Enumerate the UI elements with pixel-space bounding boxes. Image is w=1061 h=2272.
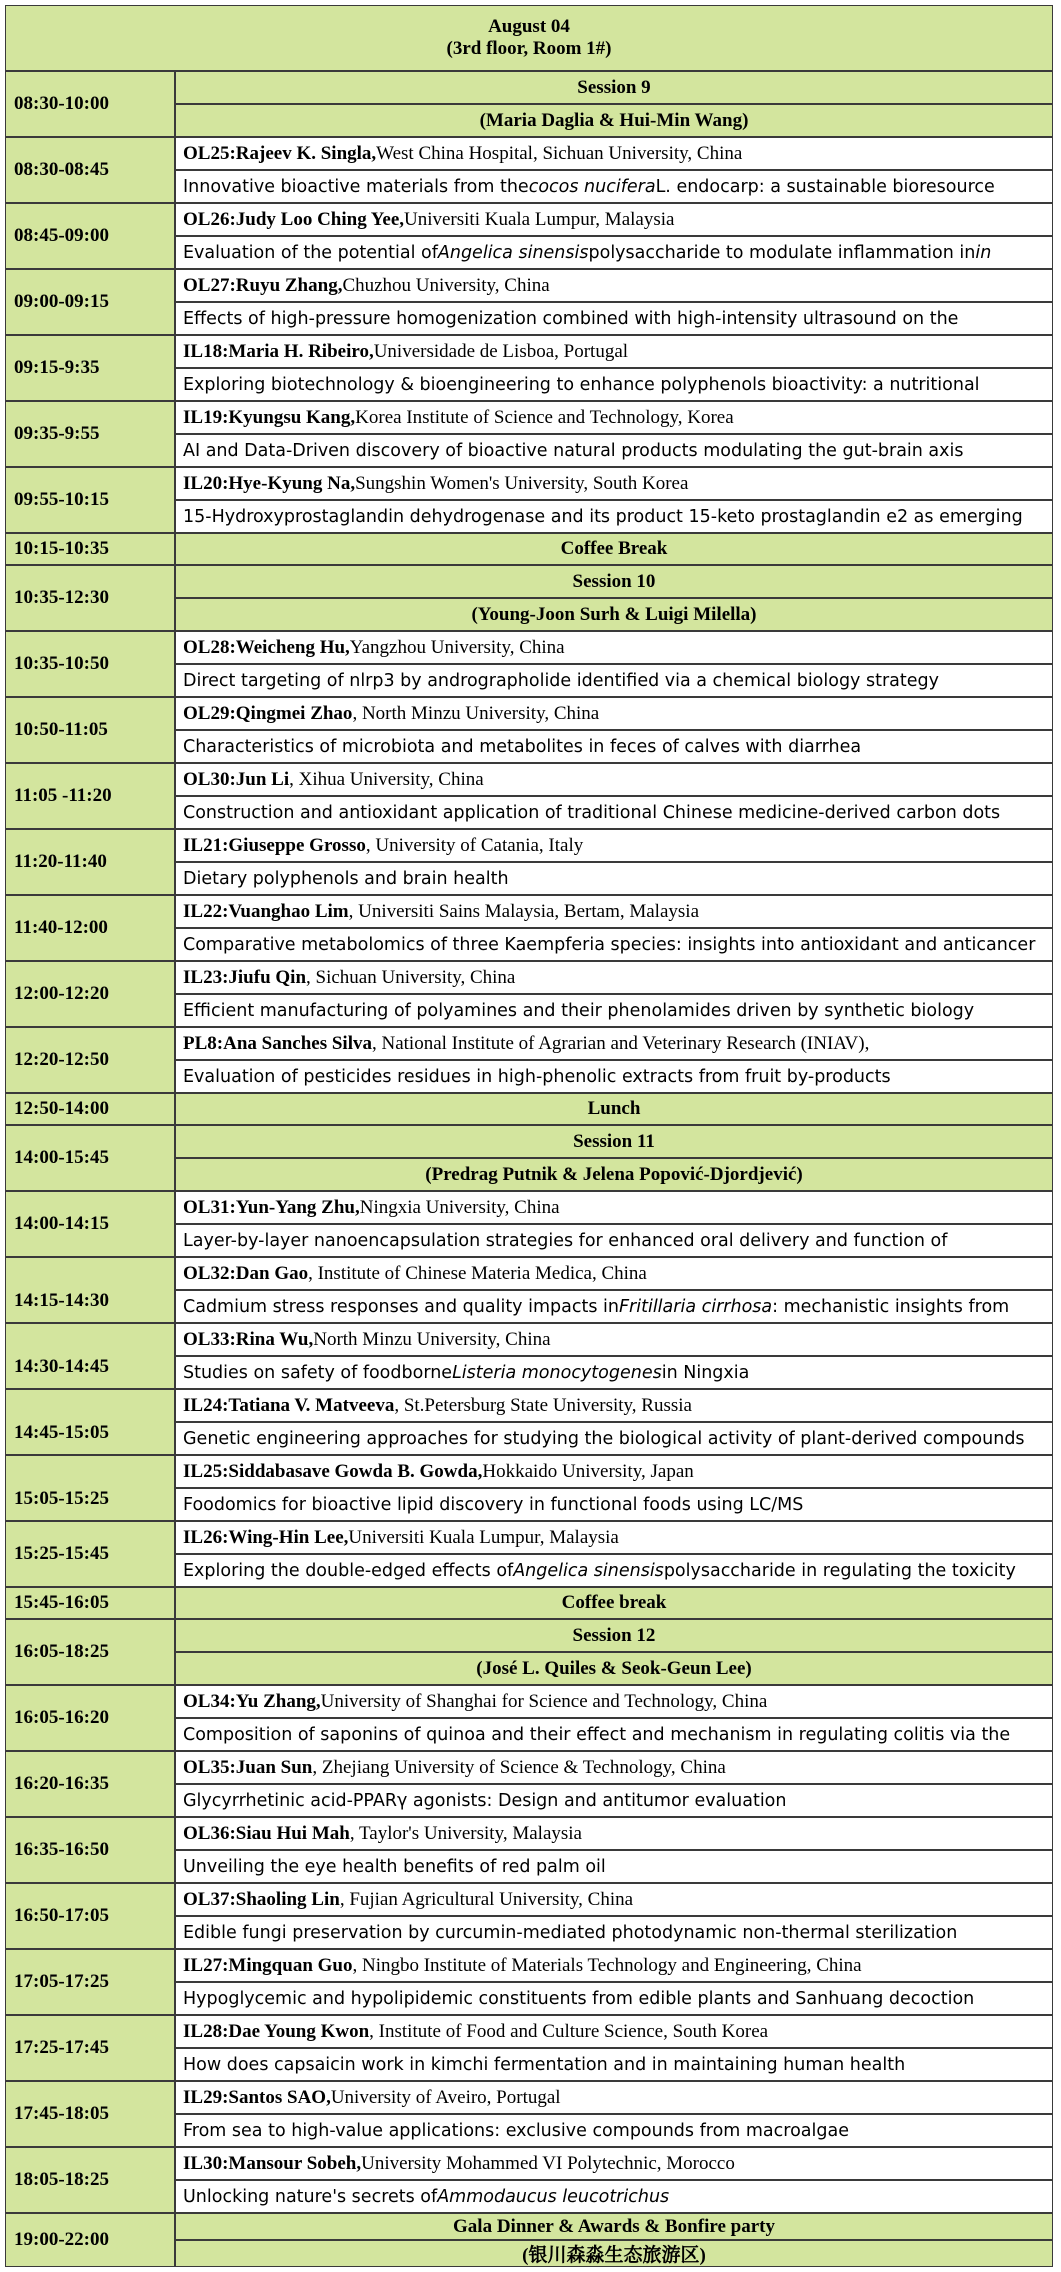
talk-title-text: Genetic engineering approaches for studying the biological activity of plant-derived compounds [183, 1428, 1025, 1449]
session-time-text: 10:35-12:30 [14, 587, 109, 608]
talk-speaker-line [175, 1455, 1053, 1488]
talk-time [5, 1685, 175, 1751]
session-chairs-text: (José L. Quiles & Seok-Geun Lee) [476, 1657, 752, 1679]
speaker-name: Yu Zhang, [235, 1690, 321, 1712]
break-time [5, 1587, 175, 1619]
break-label-text: Coffee Break [560, 538, 668, 559]
talk-code: IL19: [183, 406, 229, 428]
talk-title-text: How does capsaicin work in kimchi fermentation and in maintaining human health [183, 2054, 906, 2075]
talk-code: OL34: [183, 1690, 236, 1712]
talk-title-text: Efficient manufacturing of polyamines and their phenolamides driven by synthetic biology [183, 1000, 975, 1021]
session-chairs [175, 1158, 1053, 1191]
speaker-name: Jiufu Qin [228, 966, 307, 988]
speaker-name: Yun-Yang Zhu, [235, 1196, 360, 1218]
session-time [5, 1619, 175, 1685]
talk-title-line [175, 2114, 1053, 2147]
speaker-name: Kyungsu Kang, [228, 406, 356, 428]
speaker-name: Siau Hui Mah [235, 1822, 350, 1844]
talk-time [5, 2081, 175, 2147]
talk-code: IL20: [183, 472, 229, 494]
speaker-affiliation: Universiti Kuala Lumpur, Malaysia [348, 1526, 619, 1548]
talk-title-italic-end: in [975, 242, 992, 263]
talk-title-italic: Ammodaucus leucotrichus [437, 2186, 670, 2207]
gala-time-text: 19:00-22:00 [14, 2229, 109, 2250]
speaker-name: Wing-Hin Lee, [228, 1526, 349, 1548]
talk-time [5, 763, 175, 829]
talk-title-line [175, 434, 1053, 467]
gala-label-text: Gala Dinner & Awards & Bonfire party [453, 2215, 775, 2237]
talk-title-text: Cadmium stress responses and quality impacts in [183, 1296, 619, 1317]
talk-speaker-line [175, 961, 1053, 994]
talk-title-text: Effects of high-pressure homogenization combined with high-intensity ultrasound on the [183, 308, 959, 329]
talk-time [5, 697, 175, 763]
talk-time [5, 1027, 175, 1093]
talk-title-text: Construction and antioxidant application of traditional Chinese medicine-derived carbon dots [183, 802, 1001, 823]
talk-speaker-line [175, 2015, 1053, 2048]
speaker-name: Mansour Sobeh, [228, 2152, 362, 2174]
talk-time-text: 14:45-15:05 [14, 1422, 109, 1443]
talk-time-text: 08:45-09:00 [14, 225, 109, 246]
talk-code: IL18: [183, 340, 229, 362]
session-time [5, 565, 175, 631]
speaker-name: Weicheng Hu, [235, 636, 350, 658]
session-chairs-text: (Maria Daglia & Hui-Min Wang) [479, 109, 749, 131]
speaker-name: Mingquan Guo [228, 1954, 353, 1976]
session-time [5, 71, 175, 137]
session-time-text: 08:30-10:00 [14, 93, 109, 114]
talk-title-text: Foodomics for bioactive lipid discovery in functional foods using LC/MS [183, 1494, 804, 1515]
talk-title-line [175, 1784, 1053, 1817]
speaker-name: Rina Wu, [235, 1328, 314, 1350]
talk-title-text-rest: polysaccharide in regulating the toxicity [663, 1560, 1016, 1581]
session-time-text: 14:00-15:45 [14, 1147, 109, 1168]
talk-title-line [175, 1488, 1053, 1521]
talk-title-line [175, 664, 1053, 697]
talk-time-text: 10:50-11:05 [14, 719, 108, 740]
session-label [175, 1125, 1053, 1158]
talk-time [5, 335, 175, 401]
talk-title-text: Comparative metabolomics of three Kaempferia species: insights into antioxidant and anticancer [183, 934, 1036, 955]
talk-time-text: 17:25-17:45 [14, 2037, 109, 2058]
session-label-text: Session 11 [573, 1130, 655, 1152]
talk-code: OL27: [183, 274, 236, 296]
talk-time-text: 15:25-15:45 [14, 1543, 109, 1564]
talk-speaker-line [175, 1389, 1053, 1422]
talk-time-text: 12:00-12:20 [14, 983, 109, 1004]
talk-time-text: 18:05-18:25 [14, 2169, 109, 2190]
talk-code: OL28: [183, 636, 236, 658]
talk-time-text: 09:55-10:15 [14, 489, 109, 510]
talk-title-line [175, 1916, 1053, 1949]
speaker-affiliation: , Institute of Chinese Materia Medica, China [308, 1262, 647, 1284]
talk-title-line [175, 302, 1053, 335]
session-chairs [175, 104, 1053, 137]
talk-speaker-line [175, 697, 1053, 730]
speaker-name: Tatiana V. Matveeva [228, 1394, 395, 1416]
header-date: August 04 [488, 16, 570, 37]
talk-title-italic: Listeria monocytogenes [452, 1362, 662, 1383]
speaker-name: Rajeev K. Singla, [235, 142, 377, 164]
break-label-text: Coffee break [561, 1592, 667, 1613]
talk-time-text: 17:05-17:25 [14, 1971, 109, 1992]
talk-title-line [175, 236, 1053, 269]
talk-code: IL29: [183, 2086, 229, 2108]
talk-title-line [175, 500, 1053, 533]
header-location: (3rd floor, Room 1#) [446, 38, 612, 59]
speaker-name: Judy Loo Ching Yee, [235, 208, 404, 230]
talk-title-text: Dietary polyphenols and brain health [183, 868, 509, 889]
talk-code: IL24: [183, 1394, 229, 1416]
session-label-text: Session 10 [572, 570, 656, 592]
speaker-name: Hye-Kyung Na, [228, 472, 356, 494]
talk-speaker-line [175, 895, 1053, 928]
talk-time [5, 467, 175, 533]
talk-title-italic: cocos nucifera [528, 176, 656, 197]
talk-title-line [175, 1356, 1053, 1389]
talk-title-text: Studies on safety of foodborne [183, 1362, 453, 1383]
talk-speaker-line [175, 203, 1053, 236]
talk-time [5, 2147, 175, 2213]
talk-code: OL37: [183, 1888, 236, 1910]
talk-title-line [175, 730, 1053, 763]
talk-code: OL29: [183, 702, 236, 724]
talk-code: OL26: [183, 208, 236, 230]
talk-time [5, 401, 175, 467]
talk-time [5, 1389, 175, 1455]
break-label [175, 533, 1053, 565]
talk-code: IL21: [183, 834, 229, 856]
speaker-affiliation: Universiti Kuala Lumpur, Malaysia [404, 208, 675, 230]
talk-time-text: 16:35-16:50 [14, 1839, 109, 1860]
talk-time-text: 16:05-16:20 [14, 1707, 109, 1728]
talk-title-text-rest: in Ningxia [661, 1362, 750, 1383]
session-label-text: Session 12 [572, 1624, 656, 1646]
talk-title-text: Edible fungi preservation by curcumin-mediated photodynamic non-thermal sterilization [183, 1922, 958, 1943]
talk-speaker-line [175, 2081, 1053, 2114]
talk-time-text: 08:30-08:45 [14, 159, 109, 180]
break-label [175, 1587, 1053, 1619]
session-chairs [175, 598, 1053, 631]
speaker-affiliation: , Taylor's University, Malaysia [349, 1822, 582, 1844]
talk-title-line [175, 862, 1053, 895]
talk-time [5, 1455, 175, 1521]
gala-time [5, 2213, 175, 2267]
talk-code: OL35: [183, 1756, 236, 1778]
speaker-name: Jun Li [235, 768, 290, 790]
talk-speaker-line [175, 1191, 1053, 1224]
talk-speaker-line [175, 2147, 1053, 2180]
talk-time [5, 1323, 175, 1389]
talk-time-text: 09:00-09:15 [14, 291, 109, 312]
speaker-name: Dae Young Kwon [228, 2020, 370, 2042]
talk-time-text: 14:15-14:30 [14, 1290, 109, 1311]
speaker-name: Santos SAO, [228, 2086, 331, 2108]
talk-title-text: AI and Data-Driven discovery of bioactive natural products modulating the gut-brain axis [183, 440, 964, 461]
break-time [5, 533, 175, 565]
talk-speaker-line [175, 335, 1053, 368]
session-time [5, 1125, 175, 1191]
talk-code: OL30: [183, 768, 236, 790]
speaker-name: Vuanghao Lim [228, 900, 349, 922]
talk-speaker-line [175, 1817, 1053, 1850]
speaker-affiliation: Yangzhou University, China [349, 636, 565, 658]
speaker-affiliation: University of Aveiro, Portugal [330, 2086, 561, 2108]
talk-code: IL22: [183, 900, 229, 922]
talk-speaker-line [175, 1685, 1053, 1718]
talk-time-text: 11:05 -11:20 [14, 785, 112, 806]
talk-time-text: 14:30-14:45 [14, 1356, 109, 1377]
talk-title-text: From sea to high-value applications: exclusive compounds from macroalgae [183, 2120, 849, 2141]
speaker-name: Giuseppe Grosso [228, 834, 366, 856]
talk-title-text: Characteristics of microbiota and metabolites in feces of calves with diarrhea [183, 736, 862, 757]
speaker-affiliation: , Institute of Food and Culture Science, South Korea [369, 2020, 769, 2042]
talk-title-line [175, 2048, 1053, 2081]
talk-title-line [175, 1422, 1053, 1455]
talk-speaker-line [175, 269, 1053, 302]
talk-speaker-line [175, 1883, 1053, 1916]
break-time-text: 10:15-10:35 [14, 538, 109, 559]
talk-speaker-line [175, 1027, 1053, 1060]
talk-code: IL30: [183, 2152, 229, 2174]
talk-title-line [175, 170, 1053, 203]
break-label [175, 1093, 1053, 1125]
talk-speaker-line [175, 763, 1053, 796]
talk-time-text: 09:15-9:35 [14, 357, 100, 378]
talk-speaker-line [175, 1257, 1053, 1290]
talk-title-text-rest: L. endocarp: a sustainable bioresource [655, 176, 995, 197]
speaker-affiliation: , National Institute of Agrarian and Veterinary Research (INIAV), [371, 1032, 870, 1054]
break-time-text: 12:50-14:00 [14, 1098, 109, 1119]
speaker-name: Shaoling Lin [235, 1888, 340, 1910]
talk-title-line [175, 1554, 1053, 1587]
session-label [175, 565, 1053, 598]
session-chairs-text: (Predrag Putnik & Jelena Popović-Djordjević) [425, 1163, 803, 1185]
talk-title-line [175, 928, 1053, 961]
talk-time-text: 17:45-18:05 [14, 2103, 109, 2124]
talk-title-text: Unveiling the eye health benefits of red palm oil [183, 1856, 606, 1877]
speaker-affiliation: , Xihua University, China [289, 768, 484, 790]
speaker-name: Juan Sun [235, 1756, 313, 1778]
talk-code: OL32: [183, 1262, 236, 1284]
talk-time-text: 16:20-16:35 [14, 1773, 109, 1794]
talk-time-text: 14:00-14:15 [14, 1213, 109, 1234]
session-chairs [175, 1652, 1053, 1685]
talk-code: IL26: [183, 1526, 229, 1548]
speaker-name: Ruyu Zhang, [235, 274, 343, 296]
talk-title-line [175, 1982, 1053, 2015]
speaker-affiliation: , Universiti Sains Malaysia, Bertam, Malaysia [348, 900, 700, 922]
talk-speaker-line [175, 829, 1053, 862]
talk-time [5, 829, 175, 895]
talk-title-text: Exploring the double-edged effects of [183, 1560, 514, 1581]
talk-time [5, 1751, 175, 1817]
talk-title-text: Unlocking nature's secrets of [183, 2186, 438, 2207]
speaker-affiliation: Korea Institute of Science and Technology, Korea [355, 406, 734, 428]
talk-speaker-line [175, 137, 1053, 170]
talk-time [5, 1521, 175, 1587]
talk-title-line [175, 2180, 1053, 2213]
talk-time [5, 269, 175, 335]
talk-time-text: 11:40-12:00 [14, 917, 108, 938]
talk-title-text: 15-Hydroxyprostaglandin dehydrogenase and its product 15-keto prostaglandin e2 as emerging [183, 506, 1023, 527]
speaker-affiliation: North Minzu University, China [313, 1328, 551, 1350]
talk-code: IL25: [183, 1460, 229, 1482]
speaker-affiliation: West China Hospital, Sichuan University, China [376, 142, 743, 164]
gala-venue-text: (银川森淼生态旅游区) [522, 2245, 706, 2266]
speaker-affiliation: Universidade de Lisboa, Portugal [373, 340, 629, 362]
speaker-name: Siddabasave Gowda B. Gowda, [228, 1460, 483, 1482]
break-time-text: 15:45-16:05 [14, 1592, 109, 1613]
talk-title-line [175, 1850, 1053, 1883]
talk-title-text: Composition of saponins of quinoa and their effect and mechanism in regulating colitis via the [183, 1724, 1011, 1745]
session-chairs-text: (Young-Joon Surh & Luigi Milella) [471, 603, 757, 625]
talk-speaker-line [175, 467, 1053, 500]
talk-title-italic: Angelica sinensis [437, 242, 589, 263]
talk-time-text: 12:20-12:50 [14, 1049, 109, 1070]
talk-time-text: 15:05-15:25 [14, 1488, 109, 1509]
speaker-name: Dan Gao [235, 1262, 309, 1284]
talk-time [5, 1257, 175, 1323]
speaker-affiliation: Chuzhou University, China [342, 274, 550, 296]
speaker-affiliation: , Ningbo Institute of Materials Technology and Engineering, China [352, 1954, 862, 1976]
talk-speaker-line [175, 401, 1053, 434]
talk-title-line [175, 1224, 1053, 1257]
talk-title-text-rest: polysaccharide to modulate inflammation in [588, 242, 976, 263]
session-label-text: Session 9 [577, 76, 651, 98]
talk-time [5, 1883, 175, 1949]
talk-time [5, 2015, 175, 2081]
speaker-name: Ana Sanches Silva [223, 1032, 372, 1054]
session-label [175, 71, 1053, 104]
talk-time [5, 961, 175, 1027]
talk-title-text: Exploring biotechnology & bioengineering to enhance polyphenols bioactivity: a nutritional [183, 374, 980, 395]
talk-title-line [175, 796, 1053, 829]
talk-time [5, 631, 175, 697]
gala-label [175, 2213, 1053, 2240]
talk-code: IL28: [183, 2020, 229, 2042]
schedule-header [5, 5, 1053, 71]
talk-title-text-rest: : mechanistic insights from [772, 1296, 1010, 1317]
speaker-affiliation: , North Minzu University, China [352, 702, 600, 724]
talk-title-line [175, 994, 1053, 1027]
talk-code: PL8: [183, 1032, 224, 1054]
talk-time-text: 09:35-9:55 [14, 423, 100, 444]
talk-title-line [175, 1290, 1053, 1323]
speaker-affiliation: Hokkaido University, Japan [482, 1460, 694, 1482]
talk-time [5, 1191, 175, 1257]
speaker-affiliation: , Fujian Agricultural University, China [339, 1888, 634, 1910]
speaker-affiliation: , University of Catania, Italy [365, 834, 584, 856]
talk-speaker-line [175, 1521, 1053, 1554]
talk-time-text: 10:35-10:50 [14, 653, 109, 674]
talk-speaker-line [175, 631, 1053, 664]
session-time-text: 16:05-18:25 [14, 1641, 109, 1662]
talk-speaker-line [175, 1949, 1053, 1982]
talk-title-line [175, 1060, 1053, 1093]
talk-title-text: Layer-by-layer nanoencapsulation strategies for enhanced oral delivery and function of [183, 1230, 948, 1251]
talk-time-text: 11:20-11:40 [14, 851, 107, 872]
speaker-affiliation: University Mohammed VI Polytechnic, Morocco [361, 2152, 735, 2174]
speaker-affiliation: , St.Petersburg State University, Russia [394, 1394, 692, 1416]
session-label [175, 1619, 1053, 1652]
gala-venue [175, 2240, 1053, 2267]
talk-speaker-line [175, 1323, 1053, 1356]
speaker-name: Qingmei Zhao [235, 702, 353, 724]
break-label-text: Lunch [587, 1098, 641, 1119]
speaker-affiliation: Ningxia University, China [359, 1196, 560, 1218]
talk-code: OL31: [183, 1196, 236, 1218]
speaker-affiliation: , Zhejiang University of Science & Technology, China [312, 1756, 726, 1778]
talk-title-text: Evaluation of the potential of [183, 242, 438, 263]
talk-title-line [175, 1718, 1053, 1751]
talk-time-text: 16:50-17:05 [14, 1905, 109, 1926]
speaker-name: Maria H. Ribeiro, [228, 340, 374, 362]
talk-time [5, 1949, 175, 2015]
talk-time [5, 137, 175, 203]
talk-time [5, 203, 175, 269]
talk-title-text: Evaluation of pesticides residues in high-phenolic extracts from fruit by-products [183, 1066, 891, 1087]
talk-title-italic: Fritillaria cirrhosa [618, 1296, 773, 1317]
talk-code: IL23: [183, 966, 229, 988]
talk-title-italic: Angelica sinensis [513, 1560, 664, 1581]
talk-title-line [175, 368, 1053, 401]
talk-time [5, 1817, 175, 1883]
speaker-affiliation: , Sichuan University, China [306, 966, 516, 988]
talk-code: IL27: [183, 1954, 229, 1976]
talk-speaker-line [175, 1751, 1053, 1784]
talk-title-text: Glycyrrhetinic acid-PPARγ agonists: Design and antitumor evaluation [183, 1790, 787, 1811]
talk-time [5, 895, 175, 961]
talk-code: OL25: [183, 142, 236, 164]
break-time [5, 1093, 175, 1125]
speaker-affiliation: Sungshin Women's University, South Korea [355, 472, 689, 494]
speaker-affiliation: University of Shanghai for Science and Technology, China [320, 1690, 768, 1712]
talk-title-text: Hypoglycemic and hypolipidemic constituents from edible plants and Sanhuang decoction [183, 1988, 975, 2009]
talk-code: OL36: [183, 1822, 236, 1844]
talk-title-text: Innovative bioactive materials from the [183, 176, 529, 197]
talk-title-text: Direct targeting of nlrp3 by andrographolide identified via a chemical biology strategy [183, 670, 939, 691]
talk-code: OL33: [183, 1328, 236, 1350]
